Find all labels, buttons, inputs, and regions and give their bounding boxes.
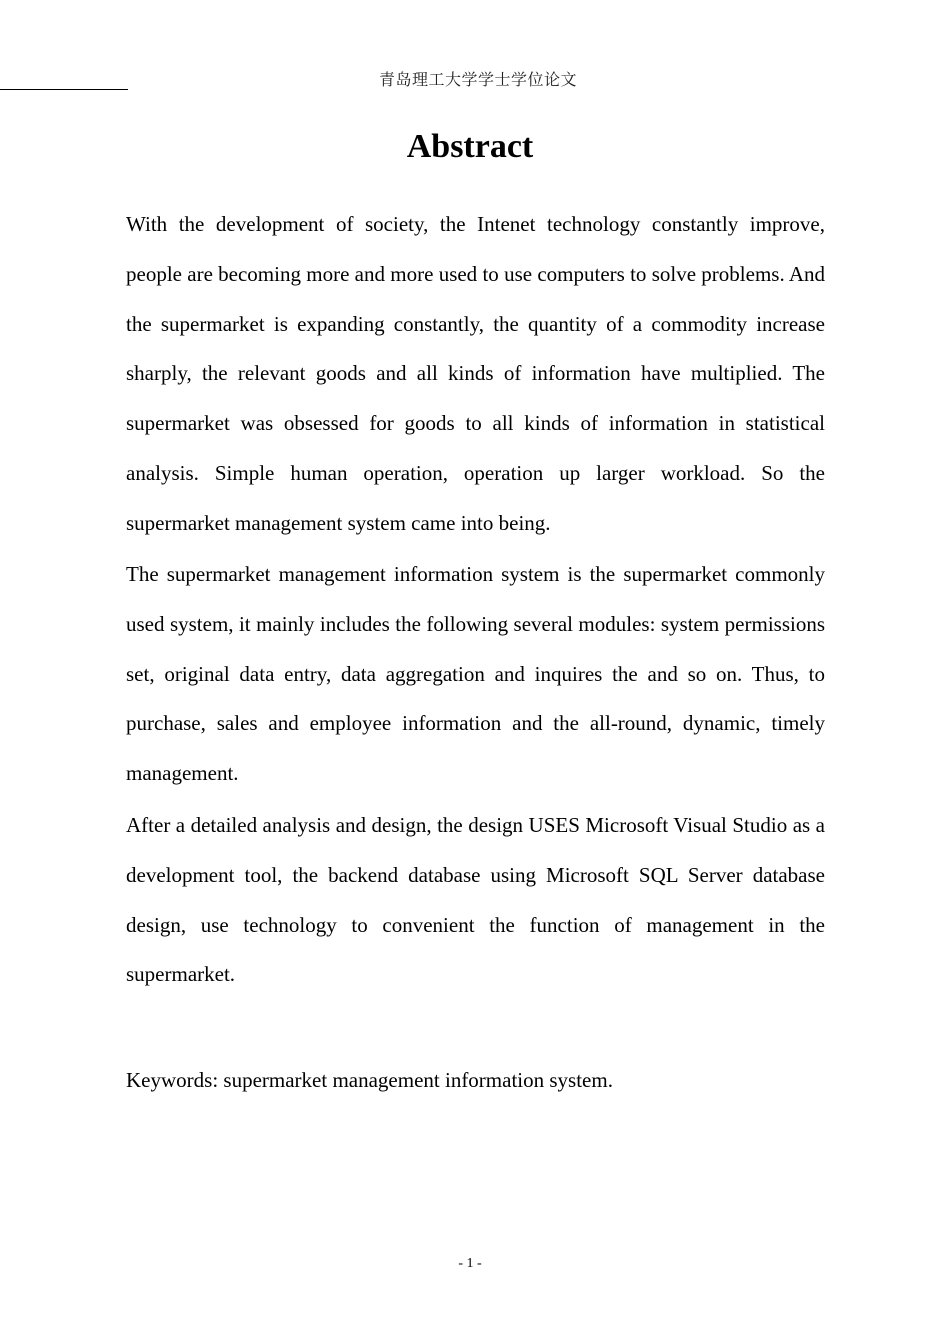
running-header: 青岛理工大学学士学位论文: [378, 72, 577, 89]
abstract-paragraph-2: The supermarket management information system is the supermarket commonly used system, it mainly includes the following several modules: system permissions set, original data entry, data aggregation and inquires the and so on. Thus, to purchase, sales and employee information and the all-round, dynamic, timely management.: [126, 562, 825, 786]
page-title: Abstract: [406, 128, 534, 165]
abstract-paragraph-3: After a detailed analysis and design, the design USES Microsoft Visual Studio as a development tool, the backend database using Microsoft SQL Server database design, use technology to convenient the function of management in the supermarket.: [126, 813, 825, 987]
page-number: - 1 -: [458, 1256, 482, 1271]
keywords: Keywords: supermarket management information system.: [126, 1068, 613, 1092]
abstract-paragraph-1: With the development of society, the Intenet technology constantly improve, people are becoming more and more used to use computers to solve problems. And the supermarket is expanding constantly, the quantity of a commodity increase sharply, the relevant goods and all kinds of information have multiplied. The supermarket was obsessed for goods to all kinds of information in statistical analysis. Simple human operation, operation up larger workload. So the supermarket management system came into being.: [126, 212, 825, 535]
